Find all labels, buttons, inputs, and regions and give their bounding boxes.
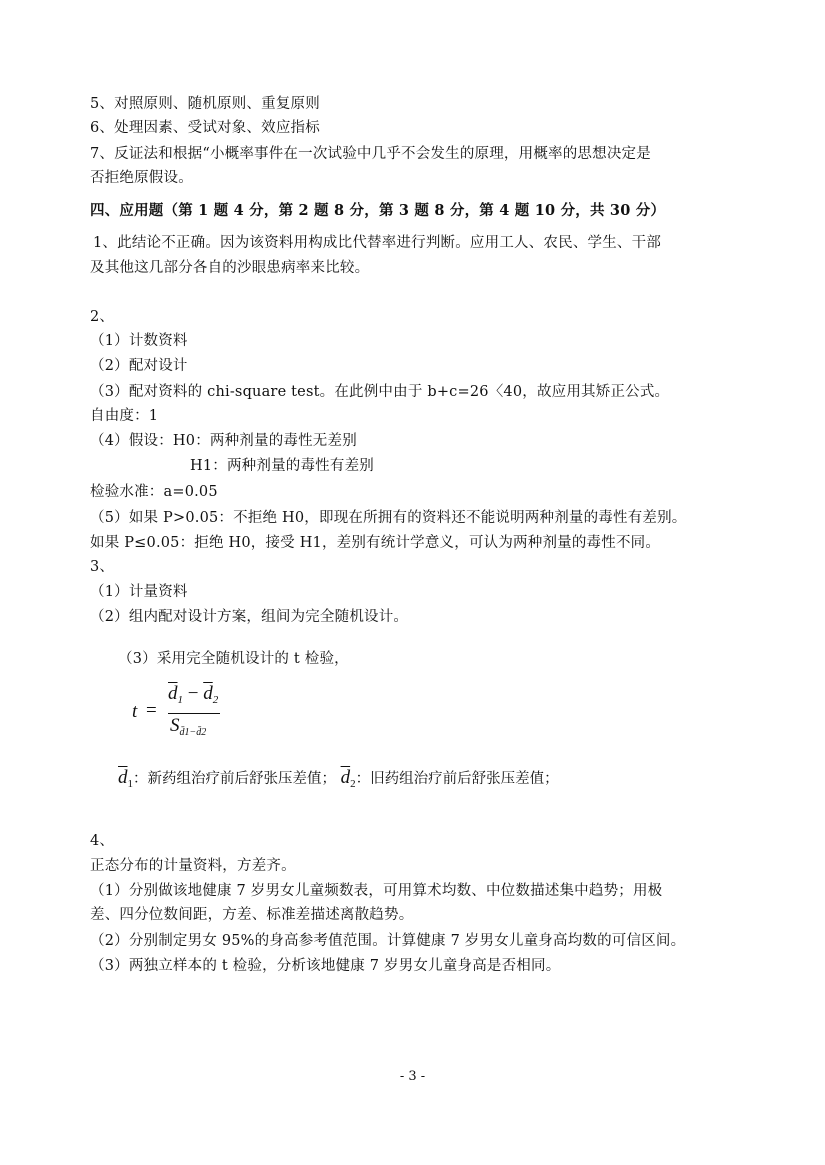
formula-t: t <box>132 701 138 722</box>
question-2-df: 自由度：1 <box>90 408 159 424</box>
question-3-item3: （3）采用完全随机设计的 t 检验， <box>118 651 349 667</box>
answer-7-line1: 7、反证法和根据“小概率事件在一次试验中几乎不会发生的原理，用概率的思想决定是 <box>90 146 651 162</box>
formula-denominator <box>170 715 206 738</box>
question-4-item1-line2: 差、四分位数间距，方差、标准差描述离散趋势。 <box>90 907 414 923</box>
answer-6: 6、处理因素、受试对象、效应指标 <box>90 120 320 136</box>
question-4-item2: （2）分别制定男女 95%的身高参考值范围。计算健康 7 岁男女儿童身高均数的可信区间。 <box>90 933 686 949</box>
question-2-alpha: 检验水准：a=0.05 <box>90 484 218 500</box>
question-1-line2: 及其他这几部分各自的沙眼患病率来比较。 <box>90 260 370 276</box>
page-number: - 3 - <box>399 1069 426 1084</box>
question-2-number: 2、 <box>90 309 115 325</box>
d2-subscript: 2 <box>212 694 219 706</box>
answer-7-line2: 否拒绝原假设。 <box>90 170 193 186</box>
question-2-item1: （1）计数资料 <box>90 333 188 349</box>
formula-numerator <box>168 683 220 706</box>
formula-equals: = <box>146 700 157 721</box>
question-2-item4: （4）假设：H0：两种剂量的毒性无差别 <box>90 433 357 449</box>
symbol-definitions <box>118 766 559 796</box>
d1-def-symbol: $\overline{d}$ <box>118 767 128 788</box>
question-4-intro: 正态分布的计量资料，方差齐。 <box>90 858 296 874</box>
d1-symbol: $\overline{d}$ <box>168 683 178 704</box>
answer-5: 5、对照原则、随机原则、重复原则 <box>90 96 320 112</box>
section-heading: 四、应用题（第 1 题 4 分，第 2 题 8 分，第 3 题 8 分，第 4 题 10 分，共 30 分） <box>90 202 666 219</box>
question-4-item1-line1: （1）分别做该地健康 7 岁男女儿童频数表，可用算术均数、中位数描述集中趋势；用极 <box>90 883 663 899</box>
s-subscript: d̄1−d̄2 <box>179 727 207 738</box>
question-2-item2: （2）配对设计 <box>90 358 188 374</box>
d1-def-subscript: 1 <box>127 778 133 790</box>
question-1-line1: 1、此结论不正确。因为该资料用构成比代替率进行判断。应用工人、农民、学生、干部 <box>93 235 662 251</box>
formula-minus: − <box>183 683 204 704</box>
question-4-item3: （3）两独立样本的 t 检验，分析该地健康 7 岁男女儿童身高是否相同。 <box>90 958 561 974</box>
d2-definition: ：旧药组治疗前后舒张压差值； <box>355 771 559 787</box>
s-symbol: S <box>170 715 180 736</box>
d1-subscript: 1 <box>177 694 183 706</box>
question-2-item5-line2: 如果 P≤0.05：拒绝 H0，接受 H1，差别有统计学意义，可认为两种剂量的毒性不同。 <box>90 535 661 551</box>
question-4-number: 4、 <box>90 833 115 849</box>
question-2-item3: （3）配对资料的 chi-square test。在此例中由于 b+c=26〈40，故应用其矫正公式。 <box>90 384 670 400</box>
question-3-item2: （2）组内配对设计方案，组间为完全随机设计。 <box>90 609 409 625</box>
d1-definition: ：新药组治疗前后舒张压差值； <box>133 771 336 787</box>
d2-def-subscript: 2 <box>350 778 356 790</box>
fraction-bar <box>168 713 220 714</box>
question-3-item1: （1）计量资料 <box>90 584 188 600</box>
question-2-h1: H1：两种剂量的毒性有差别 <box>190 458 374 474</box>
question-2-item5-line1: （5）如果 P>0.05：不拒绝 H0，即现在所拥有的资料还不能说明两种剂量的毒性有差别。 <box>90 510 687 526</box>
d2-def-symbol: $\overline{d}$ <box>340 767 351 788</box>
question-3-number: 3、 <box>90 559 115 575</box>
d2-symbol: $\overline{d}$ <box>203 683 213 704</box>
